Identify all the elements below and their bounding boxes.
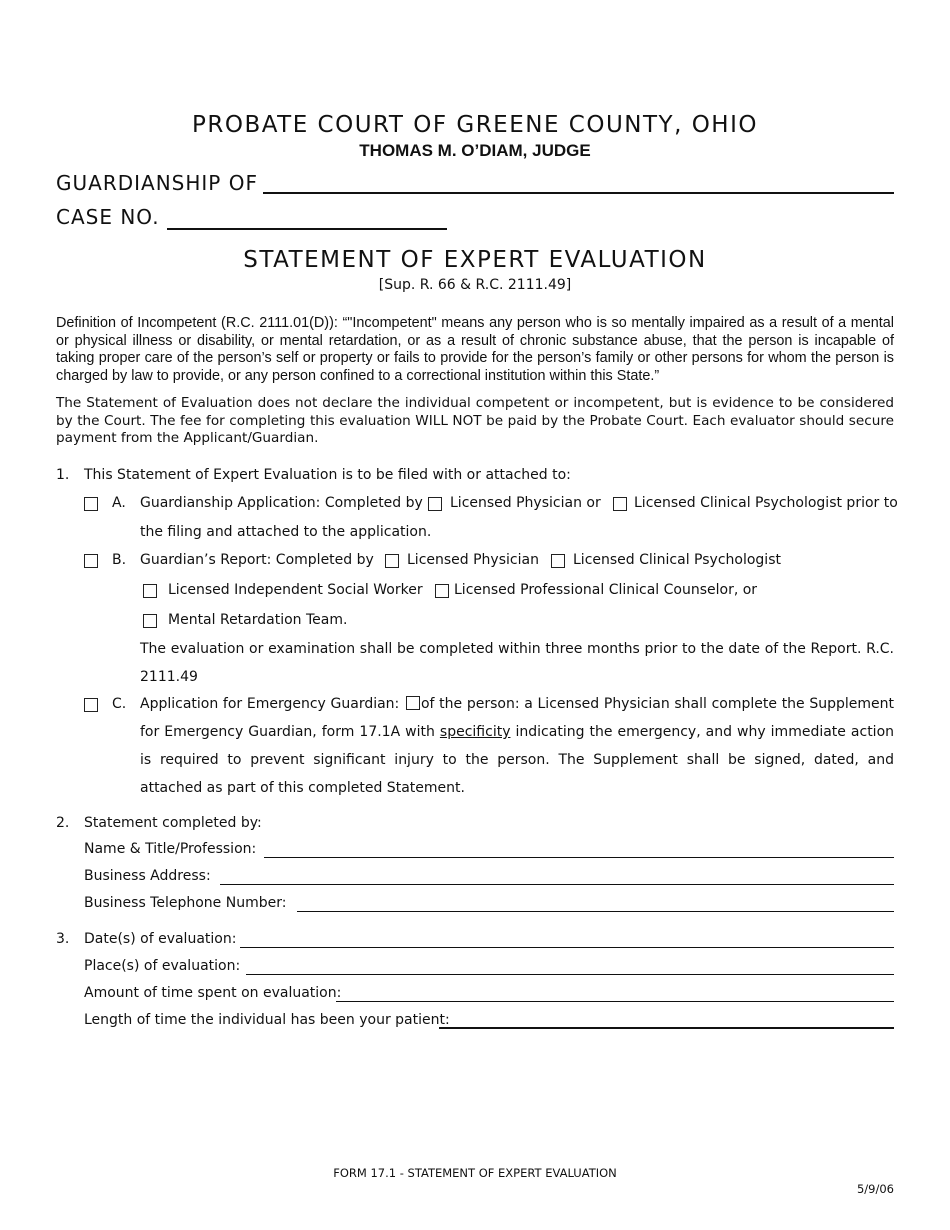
option-c-text	[140, 690, 894, 802]
patient-length-label: Length of time the individual has been your patient:	[84, 1012, 450, 1028]
business-address-label: Business Address:	[84, 868, 211, 884]
option-b-text: Guardian’s Report: Completed by	[140, 552, 374, 568]
evaluation-amount-field[interactable]	[336, 1001, 894, 1002]
evaluation-places-field[interactable]	[246, 974, 894, 975]
footer-date: 5/9/06	[856, 1182, 894, 1196]
evaluation-dates-field[interactable]	[240, 947, 894, 948]
option-b-note: The evaluation or examination shall be completed within three months prior to the date of the Report. R.C. 2111.49	[140, 641, 894, 685]
case-no-label: CASE NO.	[56, 205, 160, 229]
form-title: STATEMENT OF EXPERT EVALUATION	[243, 247, 707, 273]
business-phone-field[interactable]	[297, 911, 894, 912]
option-b-checkbox[interactable]	[84, 554, 98, 568]
section-3-number: 3.	[56, 931, 70, 947]
section-2-heading: Statement completed by:	[84, 815, 262, 831]
option-b-mrt-checkbox[interactable]	[143, 614, 157, 628]
section-1-intro: This Statement of Expert Evaluation is to be filed with or attached to:	[84, 467, 571, 483]
option-a-psychologist-label: Licensed Clinical Psychologist prior to	[634, 495, 898, 511]
section-2-number: 2.	[56, 815, 70, 831]
judge-name: THOMAS M. O’DIAM, JUDGE	[359, 141, 591, 160]
option-b-mrt-label: Mental Retardation Team.	[168, 612, 348, 628]
option-c-letter: C.	[112, 696, 127, 712]
option-c-text-2: of the person: a Licensed Physician shall complete the Supplement for Emergency Guardian, form 17.1A with	[140, 696, 895, 740]
option-a-checkbox[interactable]	[84, 497, 98, 511]
option-a-physician-label: Licensed Physician or	[450, 495, 601, 511]
option-c-checkbox[interactable]	[84, 698, 98, 712]
name-title-field[interactable]	[264, 857, 894, 858]
court-name: PROBATE COURT OF GREENE COUNTY, OHIO	[191, 112, 758, 138]
option-a-letter: A.	[112, 495, 126, 511]
patient-length-field[interactable]	[439, 1027, 894, 1029]
section-1-number: 1.	[56, 467, 70, 483]
option-b-counselor-checkbox[interactable]	[435, 584, 449, 598]
name-title-label: Name & Title/Profession:	[84, 841, 257, 857]
option-c-text-1: Application for Emergency Guardian:	[140, 696, 400, 712]
evaluation-amount-label: Amount of time spent on evaluation:	[84, 985, 342, 1001]
option-b-counselor-label: Licensed Professional Clinical Counselor, or	[454, 582, 758, 598]
option-c-person-checkbox[interactable]	[406, 696, 420, 710]
option-b-psychologist-checkbox[interactable]	[551, 554, 565, 568]
definition-paragraph: Definition of Incompetent (R.C. 2111.01(D)): “"Incompetent" means any person who is so mentally impaired as a result of a mental or physical illness or disability, or mental retardation, or as a result of chronic substance abuse, that the person is incapable of taking proper care of the person’s self or property or fails to provide for the person’s family or other persons for whom the person is charged by law to provide, or any person confined to a correctional institution within this State.”	[56, 315, 894, 384]
option-c-specificity: specificity	[439, 724, 511, 740]
guardianship-field[interactable]	[263, 192, 894, 194]
form-subtitle: [Sup. R. 66 & R.C. 2111.49]	[378, 277, 572, 293]
option-a-physician-checkbox[interactable]	[428, 497, 442, 511]
option-a-psychologist-checkbox[interactable]	[613, 497, 627, 511]
option-b-letter: B.	[112, 552, 127, 568]
option-b-social-worker-label: Licensed Independent Social Worker	[168, 582, 423, 598]
option-b-social-worker-checkbox[interactable]	[143, 584, 157, 598]
case-no-field[interactable]	[167, 228, 447, 230]
footer-form-label: FORM 17.1 - STATEMENT OF EXPERT EVALUATION	[333, 1166, 617, 1180]
option-b-physician-checkbox[interactable]	[385, 554, 399, 568]
option-a-text: Guardianship Application: Completed by	[140, 495, 423, 511]
guardianship-label: GUARDIANSHIP OF	[56, 171, 258, 195]
option-a-text-continued: the filing and attached to the application.	[140, 524, 432, 540]
option-b-physician-label: Licensed Physician	[407, 552, 539, 568]
business-address-field[interactable]	[220, 884, 894, 885]
option-c-text-3: indicating the emergency, and why immediate action is required to prevent significant injury to the person. The Supplement shall be signed, dated, and attached as part of this completed Statement.	[140, 724, 895, 796]
option-b-psychologist-label: Licensed Clinical Psychologist	[573, 552, 781, 568]
evaluation-places-label: Place(s) of evaluation:	[84, 958, 241, 974]
notice-paragraph: The Statement of Evaluation does not declare the individual competent or incompetent, but is evidence to be considered by the Court. The fee for completing this evaluation WILL NOT be paid by the Probate Court. Each evaluator should secure payment from the Applicant/Guardian.	[56, 395, 894, 446]
business-phone-label: Business Telephone Number:	[84, 895, 287, 911]
evaluation-dates-label: Date(s) of evaluation:	[84, 931, 237, 947]
